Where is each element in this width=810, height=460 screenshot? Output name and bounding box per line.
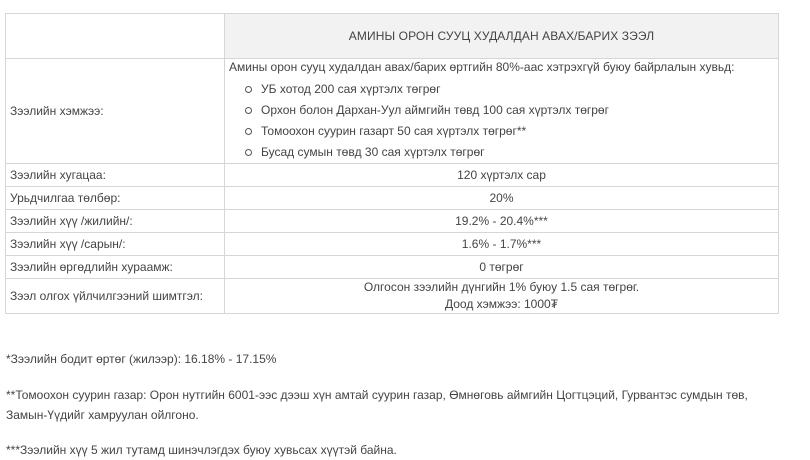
table-row: [6, 256, 779, 279]
list-item-text: Бусад сумын төвд 30 сая хүртэлх төгрөг: [261, 145, 485, 159]
down-payment-label: Урьдчилгаа төлбөр:: [6, 187, 225, 210]
loan-term-value: 120 хүртэлх сар: [225, 164, 779, 187]
footnote-major-settlements: **Томоохон суурин газар: Орон нутгийн 6001-ээс дээш хүн амтай суурин газар, Өмнөговь аймгийн Цогтцэций, Гурвантэс сумдын төв, Замын-Үүдийг хамруулан ойлгоно.: [6, 388, 748, 422]
footnote-effective-cost: *Зээлийн бодит өртөг (жилээр): 16.18% - 17.15%: [6, 352, 277, 366]
list-item: [261, 79, 774, 100]
monthly-rate-value: 1.6% - 1.7%***: [225, 233, 779, 256]
service-fee-row: [6, 279, 779, 314]
table-row: [6, 164, 779, 187]
service-fee-label: Зээл олгох үйлчилгээний шимтгэл:: [6, 279, 225, 314]
loan-amount-row: [6, 59, 779, 164]
table-row: [6, 187, 779, 210]
list-item-text: УБ хотод 200 сая хүртэлх төгрөг: [261, 82, 441, 96]
loan-amount-label: Зээлийн хэмжээ:: [6, 59, 225, 164]
table-row: [6, 233, 779, 256]
annual-rate-label: Зээлийн хүү /жилийн/:: [6, 210, 225, 233]
loan-amount-value: [225, 59, 779, 164]
footnote-variable-rate: ***Зээлийн хүү 5 жил тутамд шинэчлэгдэх буюу хувьсах хүүтэй байна.: [6, 443, 397, 457]
application-fee-label: Зээлийн өргөдлийн хураамж:: [6, 256, 225, 279]
service-fee-value: [225, 279, 779, 314]
down-payment-value: 20%: [225, 187, 779, 210]
bullet-circle-icon: [245, 107, 252, 114]
monthly-rate-label: Зээлийн хүү /сарын/:: [6, 233, 225, 256]
bullet-circle-icon: [245, 86, 252, 93]
table-row: [6, 210, 779, 233]
bullet-circle-icon: [245, 149, 252, 156]
list-item-text: Томоохон суурин газарт 50 сая хүртэлх төгрөг**: [261, 124, 527, 138]
list-item: [261, 121, 774, 142]
header-empty-cell: [6, 14, 225, 59]
loan-term-label: Зээлийн хугацаа:: [6, 164, 225, 187]
loan-amount-list: [229, 79, 774, 163]
bullet-circle-icon: [245, 128, 252, 135]
service-fee-line2: Доод хэмжээ: 1000₮: [444, 297, 559, 311]
service-fee-line1: Олгосон зээлийн дүнгийн 1% буюу 1.5 сая төгрөг.: [363, 280, 640, 294]
annual-rate-value: 19.2% - 20.4%***: [225, 210, 779, 233]
table-header-row: [6, 14, 779, 59]
table-title: АМИНЫ ОРОН СУУЦ ХУДАЛДАН АВАХ/БАРИХ ЗЭЭЛ: [225, 14, 779, 59]
loan-terms-table: [5, 13, 779, 314]
list-item: [261, 100, 774, 121]
loan-amount-intro: Амины орон сууц худалдан авах/барих өртгийн 80%-аас хэтрэхгүй буюу байрлалын хувьд:: [229, 60, 735, 74]
list-item: [261, 142, 774, 163]
list-item-text: Орхон болон Дархан-Уул аймгийн төвд 100 сая хүртэлх төгрөг: [261, 103, 609, 117]
application-fee-value: 0 төгрөг: [225, 256, 779, 279]
